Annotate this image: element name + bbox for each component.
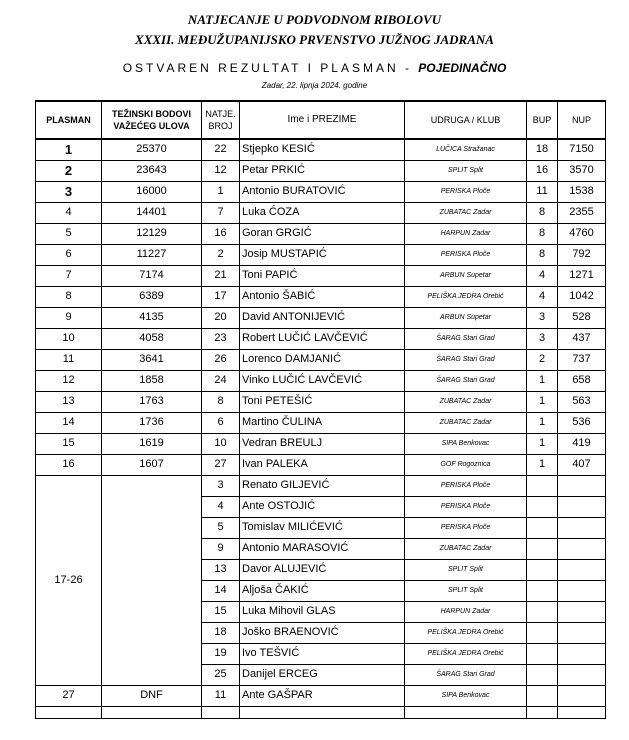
cell-nup	[558, 664, 606, 685]
table-row	[36, 244, 606, 265]
table-row	[36, 202, 606, 223]
cell-klub: ZUBATAC Zadar	[405, 412, 527, 433]
cell-bodovi: 16000	[102, 181, 202, 202]
cell-nup	[558, 475, 606, 496]
title-line2: XXXII. MEĐUŽUPANIJSKO PRVENSTVO JUŽNOG JADRANA	[135, 32, 494, 47]
cell-plasman: 11	[36, 349, 102, 370]
cell-broj: 5	[202, 517, 240, 538]
col-plasman: PLASMAN	[36, 101, 102, 139]
cell-broj: 13	[202, 559, 240, 580]
table-row	[36, 685, 606, 706]
cell-broj: 12	[202, 160, 240, 181]
cell-nup: 419	[558, 433, 606, 454]
cell-broj: 9	[202, 538, 240, 559]
table-row	[36, 223, 606, 244]
cell-bodovi: 1858	[102, 370, 202, 391]
cell-broj: 23	[202, 328, 240, 349]
cell-ime: Robert LUČIĆ LAVČEVIĆ	[240, 328, 405, 349]
cell-klub: PERISKA Ploče	[405, 181, 527, 202]
cell-nup	[558, 685, 606, 706]
cell-nup	[558, 496, 606, 517]
cell-plasman: 2	[36, 160, 102, 181]
cell-klub: PELIŠKA JEDRA Orebić	[405, 286, 527, 307]
table-row	[36, 160, 606, 181]
cell-bup: 16	[527, 160, 558, 181]
cell-nup: 737	[558, 349, 606, 370]
cell-klub: ARBUN Supetar	[405, 265, 527, 286]
cell-bup	[527, 622, 558, 643]
cell-broj: 25	[202, 664, 240, 685]
cell-empty	[527, 706, 558, 718]
cell-bup	[527, 643, 558, 664]
cell-nup: 1271	[558, 265, 606, 286]
cell-bup: 8	[527, 244, 558, 265]
cell-klub: ŠARAG Stari Grad	[405, 370, 527, 391]
cell-plasman: 16	[36, 454, 102, 475]
cell-ime: Antonio ŠABIĆ	[240, 286, 405, 307]
col-ime: Ime i PREZIME	[240, 101, 405, 139]
cell-plasman: 1	[36, 139, 102, 160]
cell-nup: 563	[558, 391, 606, 412]
cell-klub: GOF Rogoznica	[405, 454, 527, 475]
cell-bup: 18	[527, 139, 558, 160]
cell-bodovi: 4135	[102, 307, 202, 328]
cell-empty	[102, 706, 202, 718]
cell-klub: ZUBATAC Zadar	[405, 391, 527, 412]
cell-broj: 2	[202, 244, 240, 265]
table-row	[36, 433, 606, 454]
cell-bodovi: 1619	[102, 433, 202, 454]
table-row	[36, 475, 606, 496]
cell-bup	[527, 475, 558, 496]
cell-broj: 22	[202, 139, 240, 160]
cell-klub: ZUBATAC Zadar	[405, 202, 527, 223]
cell-ime: Ivo TEŠVIĆ	[240, 643, 405, 664]
cell-broj: 3	[202, 475, 240, 496]
cell-plasman: 10	[36, 328, 102, 349]
cell-nup: 528	[558, 307, 606, 328]
cell-klub: SPLIT Split	[405, 580, 527, 601]
cell-bup: 3	[527, 328, 558, 349]
cell-ime: Danijel ERCEG	[240, 664, 405, 685]
cell-ime: Toni PAPIĆ	[240, 265, 405, 286]
cell-bodovi: 12129	[102, 223, 202, 244]
cell-bup: 1	[527, 412, 558, 433]
table-row	[36, 391, 606, 412]
cell-broj: 27	[202, 454, 240, 475]
cell-bup: 2	[527, 349, 558, 370]
cell-nup: 4760	[558, 223, 606, 244]
cell-bup: 8	[527, 202, 558, 223]
cell-plasman: 14	[36, 412, 102, 433]
cell-klub: PERISKA Ploče	[405, 496, 527, 517]
cell-nup: 3570	[558, 160, 606, 181]
title-line3-bold: POJEDINAČNO	[418, 61, 507, 75]
cell-klub: SPLIT Split	[405, 160, 527, 181]
table-row	[36, 139, 606, 160]
cell-nup	[558, 622, 606, 643]
table-row	[36, 349, 606, 370]
cell-klub: PELIŠKA JEDRA Orebić	[405, 643, 527, 664]
cell-broj: 19	[202, 643, 240, 664]
cell-nup: 792	[558, 244, 606, 265]
cell-ime: Stjepko KESIĆ	[240, 139, 405, 160]
cell-ime: Vedran BREULJ	[240, 433, 405, 454]
cell-empty	[405, 706, 527, 718]
cell-bup: 1	[527, 454, 558, 475]
cell-ime: Antonio MARASOVIĆ	[240, 538, 405, 559]
table-row	[36, 265, 606, 286]
cell-klub: ARBUN Supetar	[405, 307, 527, 328]
cell-broj: 4	[202, 496, 240, 517]
col-bup: BUP	[527, 101, 558, 139]
cell-ime: Martino ČULINA	[240, 412, 405, 433]
cell-plasman: 15	[36, 433, 102, 454]
cell-klub: PELIŠKA JEDRA Orebić	[405, 622, 527, 643]
cell-bup: 3	[527, 307, 558, 328]
table-row	[36, 181, 606, 202]
table-row	[36, 370, 606, 391]
cell-broj: 17	[202, 286, 240, 307]
cell-nup	[558, 538, 606, 559]
cell-plasman: 8	[36, 286, 102, 307]
cell-klub: SPLIT Split	[405, 559, 527, 580]
table-row	[36, 328, 606, 349]
table-row	[36, 454, 606, 475]
cell-broj: 10	[202, 433, 240, 454]
cell-bup	[527, 664, 558, 685]
cell-bodovi: 11227	[102, 244, 202, 265]
cell-ime: Ivan PALEKA	[240, 454, 405, 475]
cell-bup: 11	[527, 181, 558, 202]
cell-bodovi: 7174	[102, 265, 202, 286]
cell-bup: 1	[527, 433, 558, 454]
cell-ime: Vinko LUČIĆ LAVČEVIĆ	[240, 370, 405, 391]
cell-ime: David ANTONIJEVIĆ	[240, 307, 405, 328]
cell-plasman: 7	[36, 265, 102, 286]
cell-empty	[202, 706, 240, 718]
cell-bodovi: 6389	[102, 286, 202, 307]
cell-bup: 1	[527, 370, 558, 391]
cell-plasman-group: 17-26	[36, 475, 102, 685]
cell-nup	[558, 580, 606, 601]
cell-nup: 1042	[558, 286, 606, 307]
cell-broj: 18	[202, 622, 240, 643]
cell-plasman: 4	[36, 202, 102, 223]
cell-broj: 20	[202, 307, 240, 328]
cell-ime: Ante OSTOJIĆ	[240, 496, 405, 517]
col-nup: NUP	[558, 101, 606, 139]
cell-nup	[558, 643, 606, 664]
cell-ime: Aljoša ČAKIĆ	[240, 580, 405, 601]
cell-empty	[240, 706, 405, 718]
cell-bodovi: 1763	[102, 391, 202, 412]
table-row	[36, 412, 606, 433]
cell-broj: 21	[202, 265, 240, 286]
cell-klub: ZUBATAC Zadar	[405, 538, 527, 559]
cell-nup: 437	[558, 328, 606, 349]
cell-bup	[527, 517, 558, 538]
cell-ime: Renato GILJEVIĆ	[240, 475, 405, 496]
cell-broj: 1	[202, 181, 240, 202]
cell-bup: 8	[527, 223, 558, 244]
title-line1: NATJECANJE U PODVODNOM RIBOLOVU	[187, 12, 442, 27]
col-klub: UDRUGA / KLUB	[405, 101, 527, 139]
cell-plasman: 13	[36, 391, 102, 412]
cell-bup	[527, 496, 558, 517]
cell-broj: 14	[202, 580, 240, 601]
cell-broj: 8	[202, 391, 240, 412]
cell-broj: 7	[202, 202, 240, 223]
cell-empty	[36, 706, 102, 718]
cell-bup: 4	[527, 265, 558, 286]
table-row	[36, 307, 606, 328]
cell-klub: PERISKA Ploče	[405, 517, 527, 538]
cell-klub: ŠARAG Stari Grad	[405, 349, 527, 370]
cell-bodovi: DNF	[102, 685, 202, 706]
cell-bodovi: 1736	[102, 412, 202, 433]
cell-nup	[558, 601, 606, 622]
cell-ime: Tomislav MILIĆEVIĆ	[240, 517, 405, 538]
cell-bodovi: 3641	[102, 349, 202, 370]
cell-nup: 1538	[558, 181, 606, 202]
cell-plasman: 5	[36, 223, 102, 244]
table-header	[36, 101, 606, 139]
cell-broj: 16	[202, 223, 240, 244]
col-bodovi: TEŽINSKI BODOVI VAŽEĆEG ULOVA	[102, 101, 202, 139]
cell-klub: ŠARAG Stari Grad	[405, 664, 527, 685]
results-table	[35, 100, 606, 719]
cell-ime: Joško BRAENOVIĆ	[240, 622, 405, 643]
cell-bodovi: 14401	[102, 202, 202, 223]
cell-bup	[527, 580, 558, 601]
cell-ime: Toni PETEŠIĆ	[240, 391, 405, 412]
empty-row	[36, 706, 606, 718]
cell-bup	[527, 601, 558, 622]
cell-ime: Lorenco DAMJANIĆ	[240, 349, 405, 370]
cell-klub: PERISKA Ploče	[405, 475, 527, 496]
cell-klub: LUČICA Stražanac	[405, 139, 527, 160]
cell-empty	[558, 706, 606, 718]
cell-klub: ŠARAG Stari Grad	[405, 328, 527, 349]
cell-klub: SIPA Benkovac	[405, 433, 527, 454]
cell-plasman: 3	[36, 181, 102, 202]
cell-bodovi-group	[102, 475, 202, 685]
cell-ime: Luka Mihovil GLAS	[240, 601, 405, 622]
cell-klub: PERISKA Ploče	[405, 244, 527, 265]
cell-nup: 536	[558, 412, 606, 433]
cell-klub: HARPUN Zadar	[405, 223, 527, 244]
cell-bup: 4	[527, 286, 558, 307]
cell-bup	[527, 559, 558, 580]
cell-bodovi: 1607	[102, 454, 202, 475]
cell-bup	[527, 538, 558, 559]
cell-ime: Ante GAŠPAR	[240, 685, 405, 706]
cell-bodovi: 23643	[102, 160, 202, 181]
cell-nup: 658	[558, 370, 606, 391]
cell-nup	[558, 559, 606, 580]
cell-bup	[527, 685, 558, 706]
cell-nup: 2355	[558, 202, 606, 223]
table-row	[36, 286, 606, 307]
cell-plasman: 27	[36, 685, 102, 706]
cell-ime: Goran GRGIĆ	[240, 223, 405, 244]
cell-ime: Josip MUSTAPIĆ	[240, 244, 405, 265]
cell-klub: SIPA Benkovac	[405, 685, 527, 706]
cell-bup: 1	[527, 391, 558, 412]
cell-nup: 407	[558, 454, 606, 475]
cell-plasman: 9	[36, 307, 102, 328]
cell-broj: 24	[202, 370, 240, 391]
cell-ime: Luka ĆOZA	[240, 202, 405, 223]
cell-ime: Petar PRKIĆ	[240, 160, 405, 181]
title-line3-text: OSTVAREN REZULTAT I PLASMAN -	[122, 61, 412, 75]
cell-ime: Antonio BURATOVIĆ	[240, 181, 405, 202]
title-date: Zadar, 22. lipnja 2024. godine	[261, 81, 368, 90]
cell-plasman: 12	[36, 370, 102, 391]
cell-broj: 26	[202, 349, 240, 370]
cell-klub: HARPUN Zadar	[405, 601, 527, 622]
cell-broj: 15	[202, 601, 240, 622]
cell-bodovi: 25370	[102, 139, 202, 160]
cell-ime: Davor ALUJEVIĆ	[240, 559, 405, 580]
cell-plasman: 6	[36, 244, 102, 265]
cell-nup	[558, 517, 606, 538]
cell-broj: 11	[202, 685, 240, 706]
cell-nup: 7150	[558, 139, 606, 160]
col-broj: NATJE. BROJ	[202, 101, 240, 139]
title-line3	[0, 61, 629, 75]
cell-broj: 6	[202, 412, 240, 433]
cell-bodovi: 4058	[102, 328, 202, 349]
